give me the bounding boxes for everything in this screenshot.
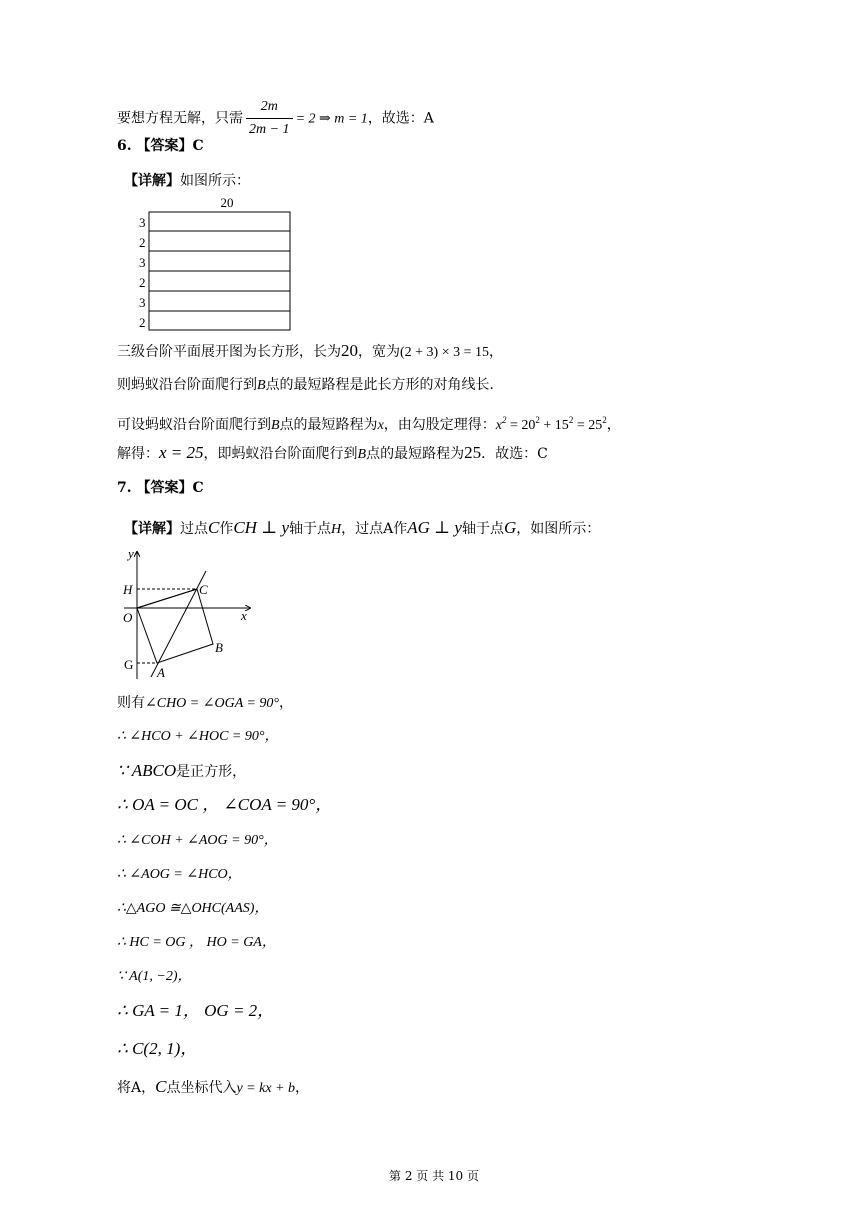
label-x: x <box>241 608 247 623</box>
equation: ∴ ∠AOG = ∠HCO <box>117 867 228 882</box>
step-9 <box>117 967 191 987</box>
equation: (2 + 3) × 3 = 15 <box>400 345 490 360</box>
fraction <box>246 96 293 141</box>
expression: AG ⊥ y <box>407 518 462 537</box>
text: ， <box>606 417 621 433</box>
fraction-numerator: 2m <box>246 96 293 119</box>
label-h: H <box>123 582 133 597</box>
equation: y = kx + b <box>236 1081 296 1096</box>
expression: CH ⊥ y <box>233 518 289 537</box>
text: ， <box>180 1039 198 1058</box>
equation: ∴ OA = OC ， ∠COA = 90° <box>117 795 316 814</box>
strip-height-label: 3 <box>139 295 146 310</box>
label-o: O <box>123 610 133 625</box>
text: ，过点A作 <box>341 521 408 537</box>
text: 如图所示： <box>180 173 250 189</box>
q6-line4 <box>117 443 548 465</box>
strip-height-label: 3 <box>139 255 146 270</box>
point-label: H <box>331 522 342 537</box>
staircase-diagram <box>130 192 300 334</box>
text: ， <box>279 695 294 711</box>
q6-line1 <box>117 341 503 363</box>
text: ， <box>227 867 242 882</box>
equation: ∴ C(2, 1) <box>117 1039 181 1058</box>
step-11 <box>117 1039 197 1059</box>
width-label: 20 <box>220 195 234 210</box>
point-label: B <box>357 447 367 462</box>
equation: ∴△AGO ≅△OHC(AAS) <box>117 901 255 916</box>
text: 作 <box>219 521 234 537</box>
text: ， <box>489 344 504 360</box>
step-3 <box>117 761 246 782</box>
q7-answer-heading: 7. 【答案】C <box>117 480 204 496</box>
strip-height-label: 2 <box>139 235 146 250</box>
strip-height-label: 2 <box>139 315 146 330</box>
text: 点坐标代入 <box>166 1080 237 1096</box>
label-y: y <box>128 546 134 561</box>
q6-line3: 可设蚂蚁沿台阶面爬行到B点的最短路程为x，由勾股定理得：$x^2 = 20^2 + 15^2 = 25^2$， <box>117 415 621 433</box>
text: ， <box>315 795 333 814</box>
step-1 <box>117 693 293 714</box>
q6-line2 <box>117 375 494 396</box>
step-4 <box>117 795 332 815</box>
text: ， <box>295 1080 310 1096</box>
text: ，即蚂蚁沿台阶面爬行到 <box>203 446 358 462</box>
label-b: B <box>215 640 223 655</box>
q7-detail-intro <box>124 518 600 540</box>
text: 轴于点 <box>289 521 331 537</box>
q6-answer-heading: 6. 【答案】C <box>117 138 204 154</box>
text: 过点 <box>180 521 208 537</box>
step-8 <box>117 933 276 953</box>
q6-detail-intro <box>124 171 250 191</box>
label-g: G <box>124 657 134 672</box>
page-footer: 第 2 页 共 10 页 <box>389 1169 479 1183</box>
value: 20 <box>341 341 358 360</box>
detail-label: 【详解】 <box>124 521 180 537</box>
value: 25 <box>464 443 482 462</box>
equation: ∴ ∠COH + ∠AOG = 90° <box>117 833 264 848</box>
text: ，宽为 <box>358 344 400 360</box>
detail-label: 【详解】 <box>124 173 180 189</box>
step-7 <box>117 899 268 919</box>
equation: = 2 ⇒ m = 1 <box>295 111 368 127</box>
answer5-conclusion <box>117 96 434 141</box>
point-label: C <box>155 1077 167 1096</box>
coordinate-figure <box>118 546 258 686</box>
step-5 <box>117 831 278 851</box>
text: 点的最短路程是此长方形的对角线长. <box>265 377 495 393</box>
text: 要想方程无解，只需 <box>117 110 243 127</box>
text: ， <box>263 833 278 848</box>
text: ， <box>177 969 192 984</box>
text: ， <box>257 1001 275 1020</box>
text: 则蚂蚁沿台阶面爬行到 <box>117 377 257 393</box>
equation: ∠CHO = ∠OGA = 90° <box>145 696 280 711</box>
text: 轴于点 <box>461 521 504 537</box>
step-10 <box>117 1001 274 1021</box>
text: 三级台阶平面展开图为长方形，长为 <box>117 344 341 360</box>
text: ．故选：C <box>481 446 548 462</box>
step-2 <box>117 727 278 747</box>
equation: x = 25 <box>159 443 204 462</box>
fraction-denominator: 2m − 1 <box>249 122 290 137</box>
equation: ∴ HC = OG ， HO = GA <box>117 935 262 950</box>
equation: ∵ A(1, −2) <box>117 969 178 984</box>
text: ， <box>254 901 269 916</box>
strip-height-label: 3 <box>139 215 146 230</box>
text: ， <box>261 935 276 950</box>
text: 则有 <box>117 695 145 711</box>
text: 将A， <box>117 1080 156 1096</box>
text: 可设蚂蚁沿台阶面爬行到 <box>117 417 271 433</box>
variable: x <box>377 418 384 433</box>
strip-height-label: 2 <box>139 275 146 290</box>
label-c: C <box>199 582 208 597</box>
point-label: C <box>208 518 220 537</box>
line-ac <box>151 571 206 677</box>
point-label: G <box>503 518 517 537</box>
label-a: A <box>157 665 165 680</box>
text: 点的最短路程为 <box>279 417 378 433</box>
text: ， <box>264 729 279 744</box>
text: 是正方形， <box>176 764 247 780</box>
step-6 <box>117 865 242 885</box>
step-12 <box>117 1077 309 1099</box>
text: ，故选：A <box>367 110 434 127</box>
equation: ∴ GA = 1， OG = 2 <box>117 1001 258 1020</box>
square-abco <box>137 589 213 663</box>
equation: ∵ ABCO <box>117 761 177 780</box>
equation: ∴ ∠HCO + ∠HOC = 90° <box>117 729 265 744</box>
point-label: B <box>257 378 266 393</box>
text: ，如图所示： <box>516 521 601 537</box>
point-label: B <box>271 418 280 433</box>
text: 解得： <box>117 446 159 462</box>
text: ，由勾股定理得： <box>383 417 496 433</box>
text: 点的最短路程为 <box>366 446 465 462</box>
